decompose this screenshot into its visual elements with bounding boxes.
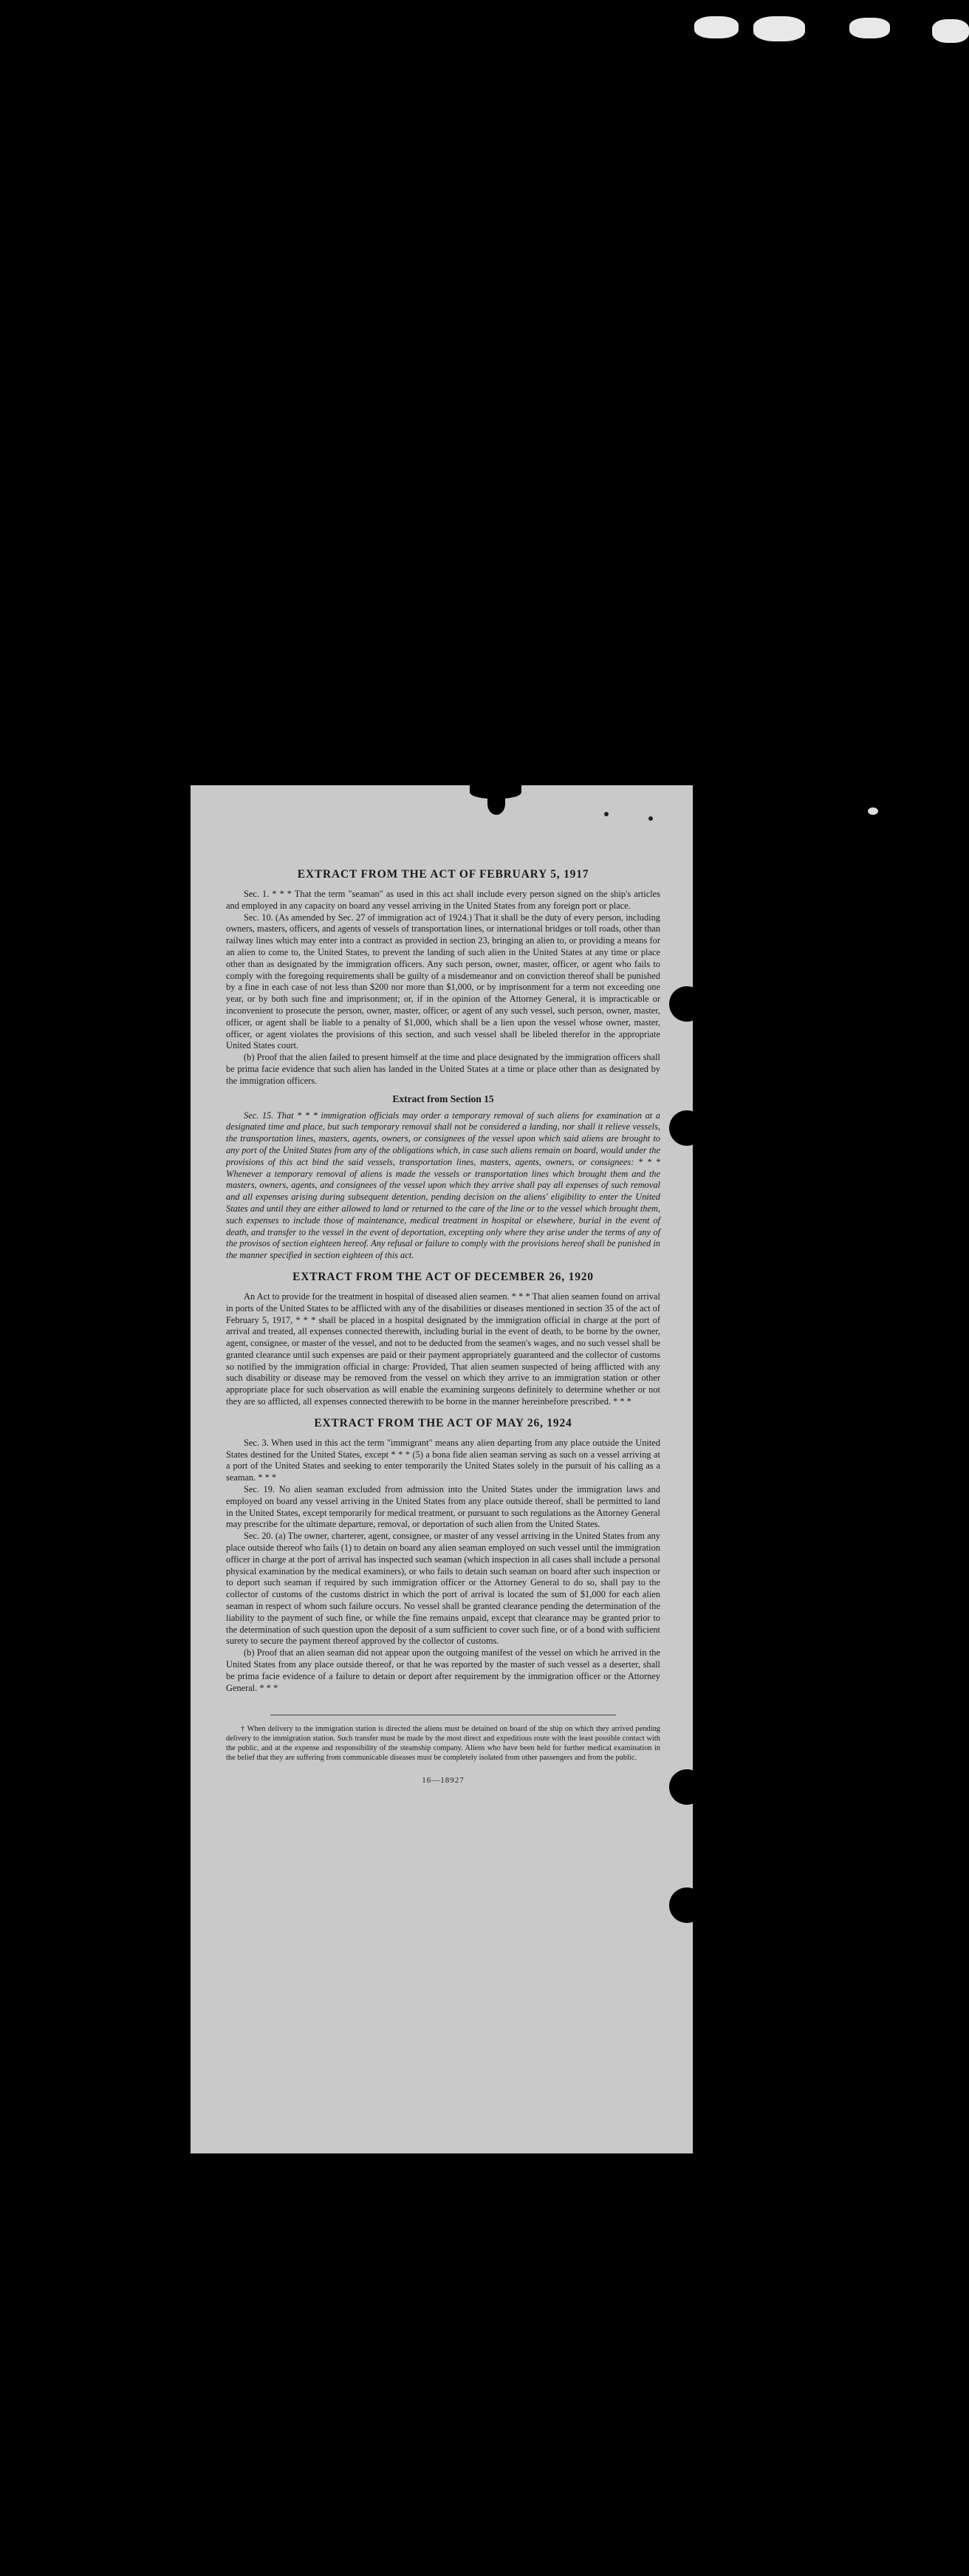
heading-section-15: Extract from Section 15 bbox=[392, 1093, 494, 1104]
scanner-artifact bbox=[694, 16, 739, 38]
speck bbox=[604, 812, 609, 816]
punch-hole bbox=[669, 986, 705, 1022]
heading-act-1924: EXTRACT FROM THE ACT OF MAY 26, 1924 bbox=[314, 1416, 572, 1429]
punch-hole bbox=[669, 1769, 705, 1805]
scanner-artifact bbox=[932, 19, 969, 43]
torn-edge bbox=[487, 793, 505, 815]
speck bbox=[648, 816, 653, 821]
paragraph: Sec. 10. (As amended by Sec. 27 of immigration act of 1924.) That it shall be the duty of every person, including owners, masters, officers, and agents of vessels of transportation lines, or international bridges or toll roads, other than railway lines which may enter into a contract as provided in section 23, bringing an alien to, or providing a means for an alien to come to, the United States, to prevent the landing of such alien in the United States at any time or place other than as designated by the immigration officers. Any such person, owner, master, officer, or agent who fails to comply with the foregoing requirements shall be guilty of a misdemeanor and on conviction thereof shall be punished by a fine in each case of not less than $200 nor more than $1,000, or by imprisonment for a term not exceeding one year, or by both such fine and imprisonment; or, if in the opinion of the Attorney General, it is impracticable or inconvenient to prosecute the person, owner, master, officer, or agent of any such vessel, such person, owner, master, officer, or agent shall be liable to a penalty of $1,000, which shall be a lien upon the vessel whose owner, master, officer, or agent violates the provisions of this section, and such vessel shall be libeled therefor in the appropriate United States court. bbox=[226, 912, 660, 1051]
form-code: 16—18927 bbox=[422, 1776, 465, 1786]
document-page bbox=[191, 785, 693, 2153]
heading-act-1920: EXTRACT FROM THE ACT OF DECEMBER 26, 1920 bbox=[292, 1270, 594, 1283]
scanner-artifact bbox=[753, 16, 805, 41]
paragraph: An Act to provide for the treatment in hospital of diseased alien seamen. * * * That alien seamen found on arrival in ports of the United States to be afflicted with any of the disabilities or diseases mentioned in section 35 of the act of February 5, 1917, * * * shall be placed in a hospital designated by the immigration official in charge at the port of arrival and treated, all expenses connected therewith, including burial in the event of death, to be borne by the owner, agent, consignee, or master of the vessel, and not to be deducted from the seamen's wages, and no such vessel shall be granted clearance until such expenses are paid or their payment appropriately guaranteed and the collector of customs so notified by the immigration official in charge: Provided, That alien seamen suspected of being afflicted with any such disability or disease may be removed from the vessel on which they arrive to an immigration station or other appropriate place for such observation as will enable the examining surgeons definitely to determine whether or not they are so afflicted, all expenses connected therewith to be borne in the manner hereinbefore prescribed. * * * bbox=[226, 1291, 660, 1407]
punch-hole bbox=[669, 1110, 705, 1146]
paragraph: Sec. 1. * * * That the term "seaman" as used in this act shall include every person signed on the ship's articles and employed in any capacity on board any vessel arriving in the United States from any foreign port or place. bbox=[226, 889, 660, 911]
footnote: † When delivery to the immigration station is directed the aliens must be detained on board of the ship on which they arrived pending delivery to the immigration station. Such transfer must be made by the most direct and expeditious route with the least possible contact with the public, and at the expense and responsibility of the steamship company. Aliens who have been held for further medical examination in the belief that they are suffering from communicable diseases must be completely isolated from other passengers and from the public. bbox=[226, 1725, 660, 1763]
paragraph: Sec. 20. (a) The owner, charterer, agent, consignee, or master of any vessel arriving in the United States from any place outside thereof who fails (1) to detain on board any alien seaman employed on such vessel until the immigration officer in charge at the port of arrival has inspected such seaman (which inspection in all cases shall include a personal physical examination by the medical examiners), or who fails to detain such seaman on board after such inspection or to deport such seaman if required by such immigration officer or the Attorney General to do so, shall pay to the collector of customs of the customs district in which the port of arrival is located the sum of $1,000 for each alien seaman in respect of whom such failure occurs. No vessel shall be granted clearance pending the determination of the liability to the payment of such fine, or while the fine remains unpaid, except that clearance may be granted prior to the determination of such question upon the deposit of a sum sufficient to cover such fine, or of a bond with sufficient surety to secure the payment thereof approved by the collector of customs. bbox=[226, 1531, 660, 1647]
paragraph: Sec. 19. No alien seaman excluded from admission into the United States under the immigration laws and employed on board any vessel arriving in the United States from any place outside thereof, shall be permitted to land in the United States, except temporarily for medical treatment, or pursuant to such regulations as the Attorney General may prescribe for the ultimate departure, removal, or deportation of such alien from the United States. bbox=[226, 1484, 660, 1530]
paragraph: (b) Proof that an alien seaman did not appear upon the outgoing manifest of the vessel on which he arrived in the United States from any place outside thereof, or that he was reported by the master of such vessel as a deserter, shall be prima facie evidence of a failure to detain or deport after requirement by the immigration officer or the Attorney General. * * * bbox=[226, 1647, 660, 1693]
punch-hole bbox=[669, 1887, 705, 1923]
speck bbox=[868, 807, 878, 815]
paragraph: (b) Proof that the alien failed to present himself at the time and place designated by the immigration officers shall be prima facie evidence that such alien has landed in the United States at a time or place other than as designated by the immigration officers. bbox=[226, 1052, 660, 1086]
paragraph: Sec. 3. When used in this act the term "immigrant" means any alien departing from any place outside the United States destined for the United States, except * * * (5) a bona fide alien seaman serving as such on a vessel arriving at a port of the United States and seeking to enter temporarily the United States solely in the pursuit of his calling as a seaman. * * * bbox=[226, 1437, 660, 1483]
heading-act-1917: EXTRACT FROM THE ACT OF FEBRUARY 5, 1917 bbox=[297, 868, 589, 881]
paragraph: Sec. 15. That * * * immigration officials may order a temporary removal of such aliens for examination at a designated time and place, but such temporary removal shall not be considered a landing, nor shall it relieve vessels, the transportation lines, masters, agents, owners, or consignees of the vessel upon which said aliens are brought to any port of the United States from any of the obligations which, in case such aliens remain on board, would under the provisions of this act bind the said vessels, transportation lines, masters, agents, owners, or consignees: * * * Whenever a temporary removal of aliens is made the vessels or transportation lines which brought them and the masters, owners, agents, and consignees of the vessel upon which they arrive shall pay all expenses of such removal and all expenses arising during subsequent detention, pending decision on the aliens' eligibility to enter the United States and until they are either allowed to land or returned to the care of the line or to the vessel which brought them, such expenses to include those of maintenance, medical treatment in hospital or elsewhere, burial in the event of death, and transfer to the vessel in the event of deportation, excepting only where they arise under the terms of any of the provisos of section eighteen hereof. Any refusal or failure to comply with the provisions hereof shall be punished in the manner specified in section eighteen of this act. bbox=[226, 1110, 660, 1261]
scanner-artifact bbox=[849, 18, 890, 38]
